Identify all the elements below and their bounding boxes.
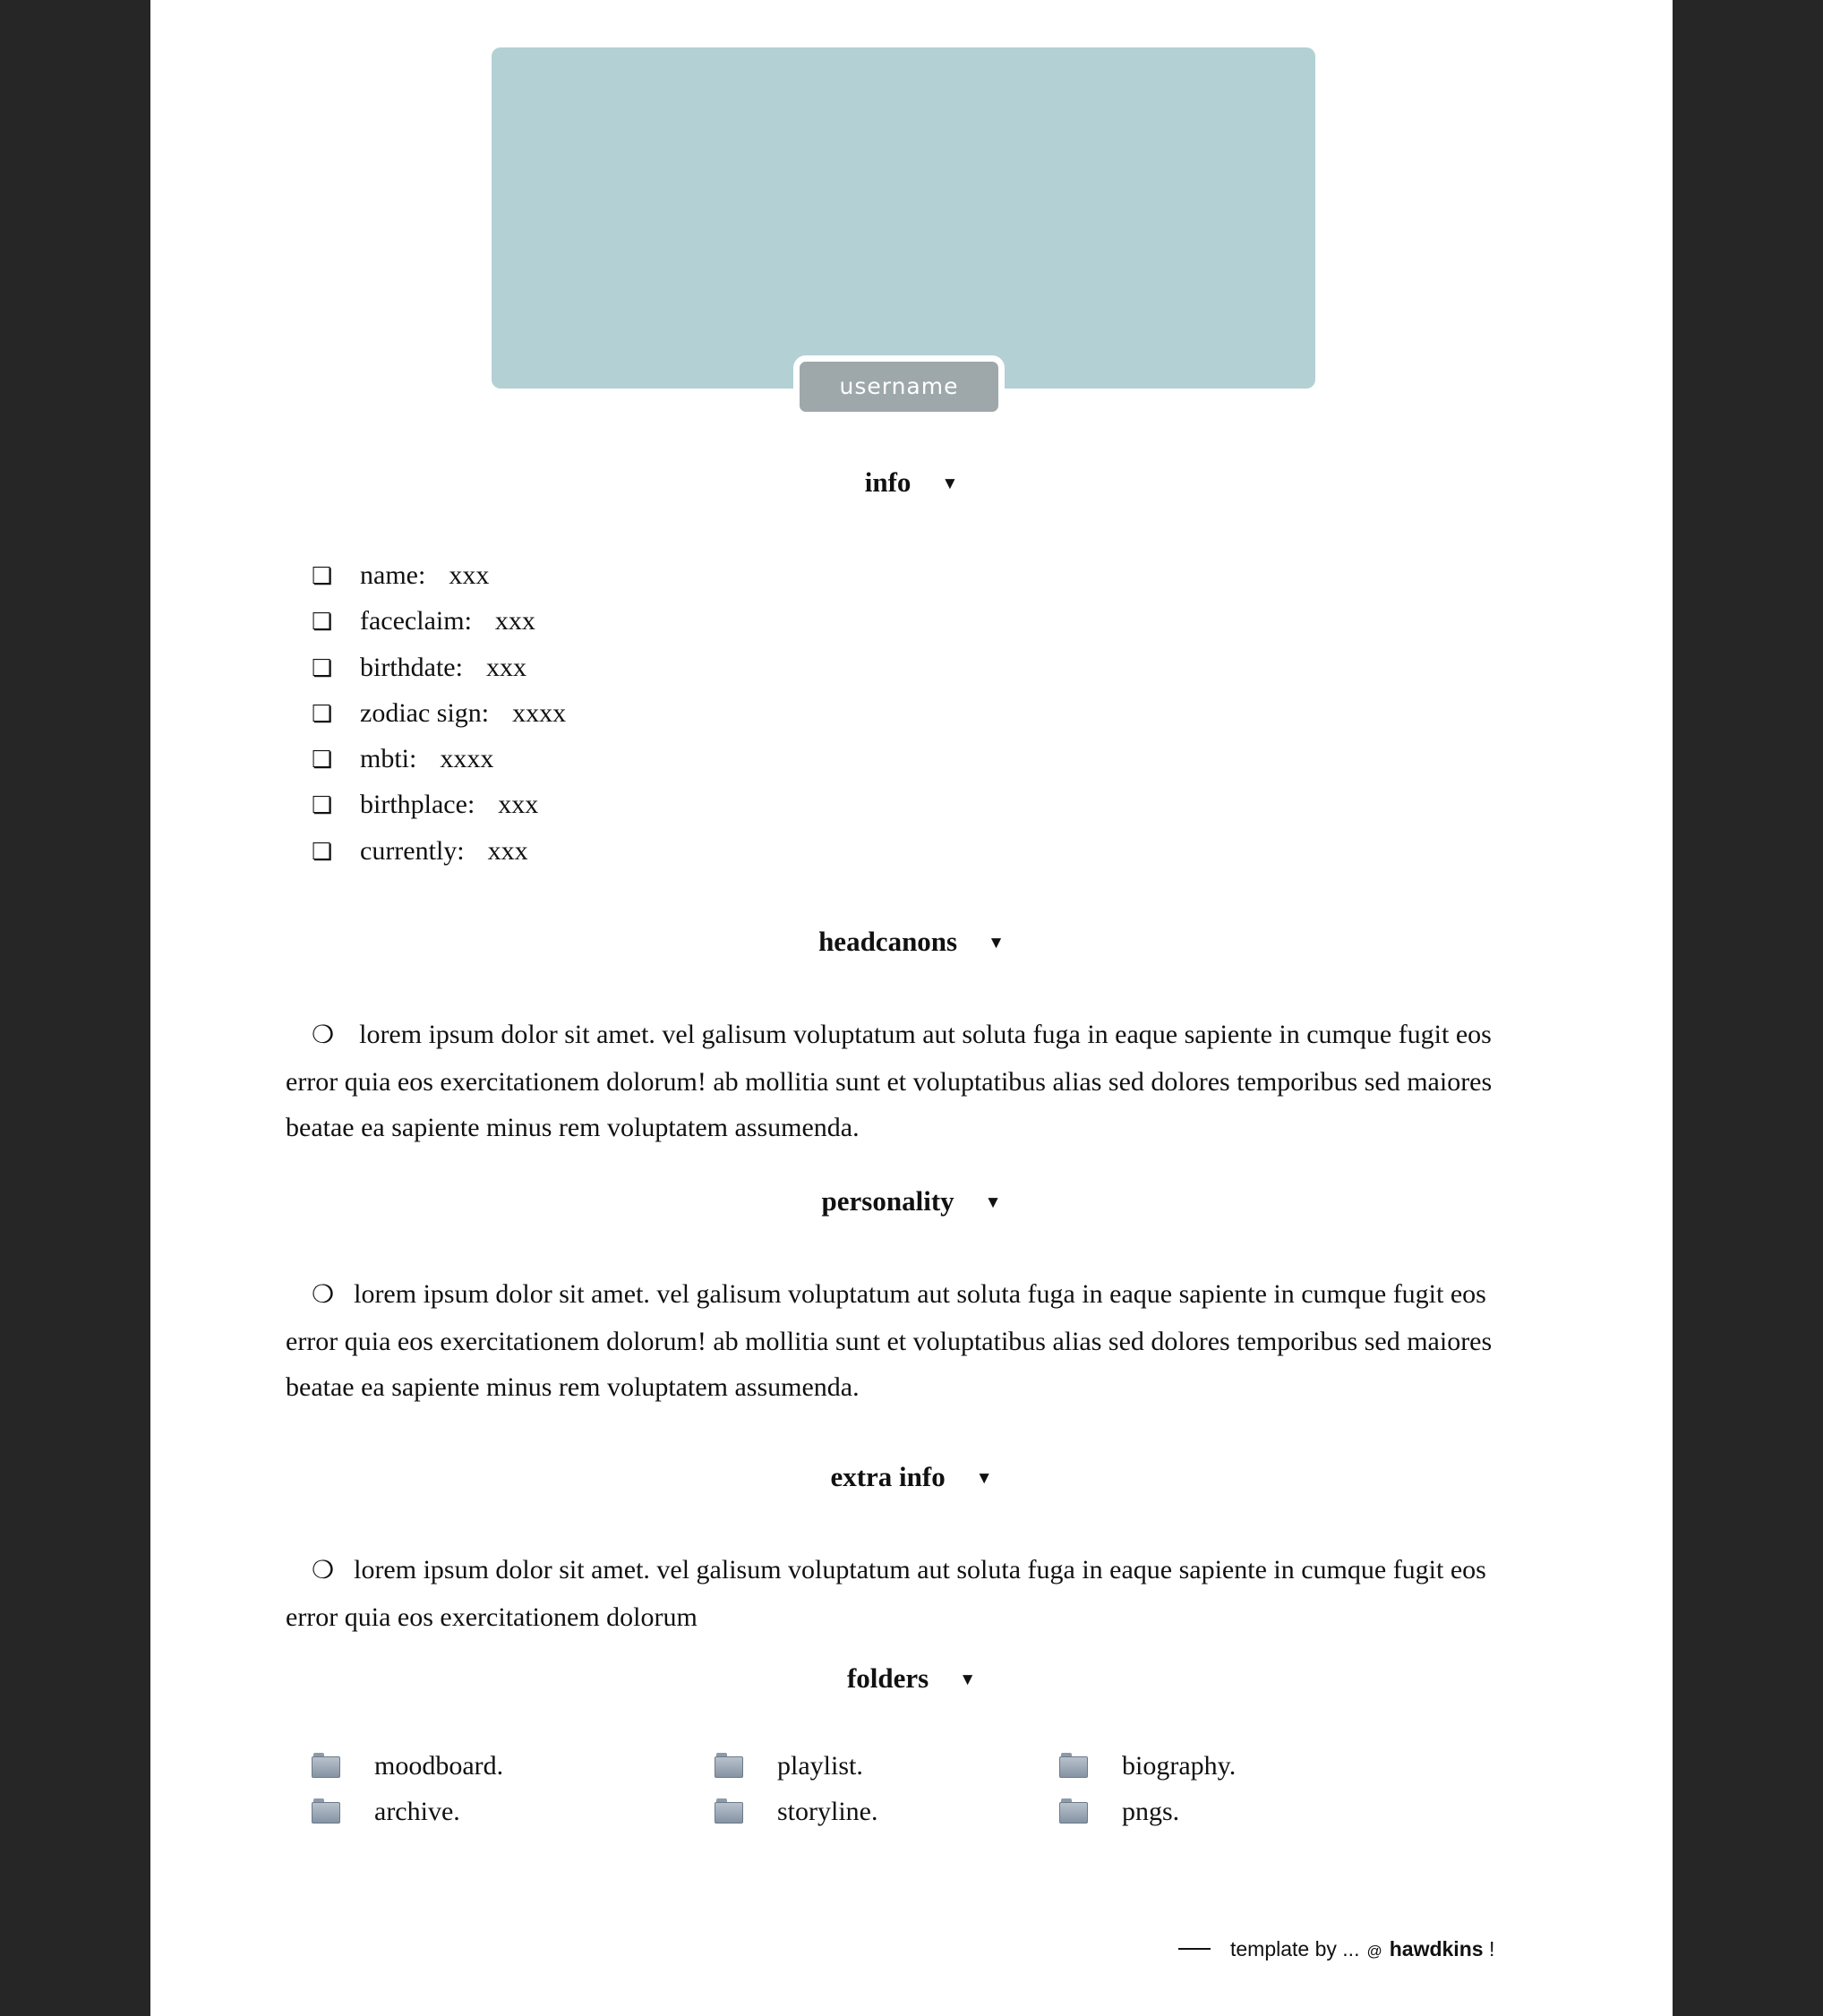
folder-label: pngs. <box>1122 1797 1180 1826</box>
info-value: xxx <box>485 652 526 682</box>
checkbox-bullet-icon: ❏ <box>312 838 333 865</box>
extra-info-text: lorem ipsum dolor sit amet. vel galisum voluptatum aut soluta fuga in eaque sapiente in cumque fugit eos error quia eos exercitationem dolorum <box>286 1555 1486 1632</box>
info-value: xxx <box>487 835 528 866</box>
dropdown-arrow-icon[interactable]: ▼ <box>941 474 959 493</box>
folder-label: storyline. <box>777 1797 878 1826</box>
folder-label: archive. <box>374 1797 460 1826</box>
info-list <box>312 557 566 878</box>
folder-link-playlist[interactable] <box>715 1747 863 1785</box>
circle-bullet-icon: ❍ <box>312 1557 335 1585</box>
section-title-info: info <box>864 466 912 498</box>
dropdown-arrow-icon[interactable]: ▼ <box>988 934 1005 952</box>
folder-link-biography[interactable] <box>1059 1747 1236 1785</box>
credit-dash <box>1178 1948 1211 1950</box>
credit-handle-link[interactable]: hawdkins <box>1389 1937 1484 1960</box>
folder-icon <box>715 1753 743 1776</box>
dropdown-arrow-icon[interactable]: ▼ <box>984 1193 1002 1212</box>
section-toggle-extra-info[interactable] <box>150 1459 1673 1495</box>
info-item-currently <box>312 833 566 878</box>
info-label: birthdate: <box>360 652 463 682</box>
header-banner-image <box>492 47 1315 389</box>
info-value: xxx <box>449 560 490 590</box>
profile-page <box>150 0 1673 2016</box>
section-toggle-headcanons[interactable] <box>150 924 1673 960</box>
info-item-mbti <box>312 740 566 786</box>
credit-prefix: template by ... <box>1230 1937 1360 1960</box>
info-value: xxx <box>498 790 539 820</box>
folder-icon <box>312 1798 340 1822</box>
username-tab: username <box>793 355 1005 418</box>
folder-label: playlist. <box>777 1751 863 1781</box>
folder-link-pngs[interactable] <box>1059 1793 1179 1831</box>
info-item-birthdate <box>312 649 566 695</box>
info-value: xxx <box>494 606 535 636</box>
info-item-faceclaim <box>312 602 566 648</box>
folder-link-moodboard[interactable] <box>312 1747 503 1785</box>
headcanons-paragraph <box>286 1012 1512 1151</box>
folder-label: moodboard. <box>374 1751 504 1781</box>
checkbox-bullet-icon: ❏ <box>312 792 333 819</box>
personality-paragraph <box>286 1271 1512 1411</box>
section-title-personality: personality <box>821 1185 954 1217</box>
info-label: currently: <box>360 835 465 866</box>
folder-icon <box>1059 1798 1088 1822</box>
info-label: faceclaim: <box>360 606 472 636</box>
checkbox-bullet-icon: ❏ <box>312 563 333 589</box>
dropdown-arrow-icon[interactable]: ▼ <box>975 1469 993 1488</box>
info-value: xxxx <box>512 697 567 728</box>
section-title-extra-info: extra info <box>830 1461 946 1492</box>
circle-bullet-icon: ❍ <box>312 1281 335 1309</box>
folder-icon <box>715 1798 743 1822</box>
section-toggle-personality[interactable] <box>150 1183 1673 1219</box>
info-label: mbti: <box>360 744 417 774</box>
folder-icon <box>312 1753 340 1776</box>
section-toggle-info[interactable] <box>150 465 1673 500</box>
checkbox-bullet-icon: ❏ <box>312 654 333 681</box>
folder-link-archive[interactable] <box>312 1793 460 1831</box>
section-toggle-folders[interactable] <box>150 1661 1673 1696</box>
credit-at: @ <box>1366 1943 1382 1960</box>
folder-label: biography. <box>1122 1751 1237 1781</box>
checkbox-bullet-icon: ❏ <box>312 609 333 636</box>
extra-info-paragraph[interactable] <box>286 1547 1512 1633</box>
personality-text: lorem ipsum dolor sit amet. vel galisum voluptatum aut soluta fuga in eaque sapiente in cumque fugit eos error quia eos exercitationem dolorum! ab mollitia sunt et voluptatibus alias sed dolores temporibus sed maiores beatae ea sapiente minus rem voluptatem assumenda. <box>286 1279 1493 1402</box>
folder-icon <box>1059 1753 1088 1776</box>
info-item-birthplace <box>312 786 566 832</box>
checkbox-bullet-icon: ❏ <box>312 747 333 773</box>
section-title-folders: folders <box>846 1662 929 1694</box>
info-label: birthplace: <box>360 790 475 820</box>
info-label: zodiac sign: <box>360 697 490 728</box>
circle-bullet-icon: ❍ <box>312 1021 335 1049</box>
checkbox-bullet-icon: ❏ <box>312 700 333 727</box>
info-value: xxxx <box>440 744 494 774</box>
info-label: name: <box>360 560 426 590</box>
folder-link-storyline[interactable] <box>715 1793 878 1831</box>
info-item-zodiac <box>312 695 566 740</box>
template-credit <box>1178 1934 1494 1967</box>
credit-suffix: ! <box>1488 1937 1495 1960</box>
dropdown-arrow-icon[interactable]: ▼ <box>959 1670 977 1689</box>
section-title-headcanons: headcanons <box>818 926 958 957</box>
headcanons-text: lorem ipsum dolor sit amet. vel galisum voluptatum aut soluta fuga in eaque sapiente in cumque fugit eos error quia eos exercitationem dolorum! ab mollitia sunt et voluptatibus alias sed dolores temporibus sed maiores beatae ea sapiente minus rem voluptatem assumenda. <box>286 1020 1493 1142</box>
info-item-name <box>312 557 566 602</box>
